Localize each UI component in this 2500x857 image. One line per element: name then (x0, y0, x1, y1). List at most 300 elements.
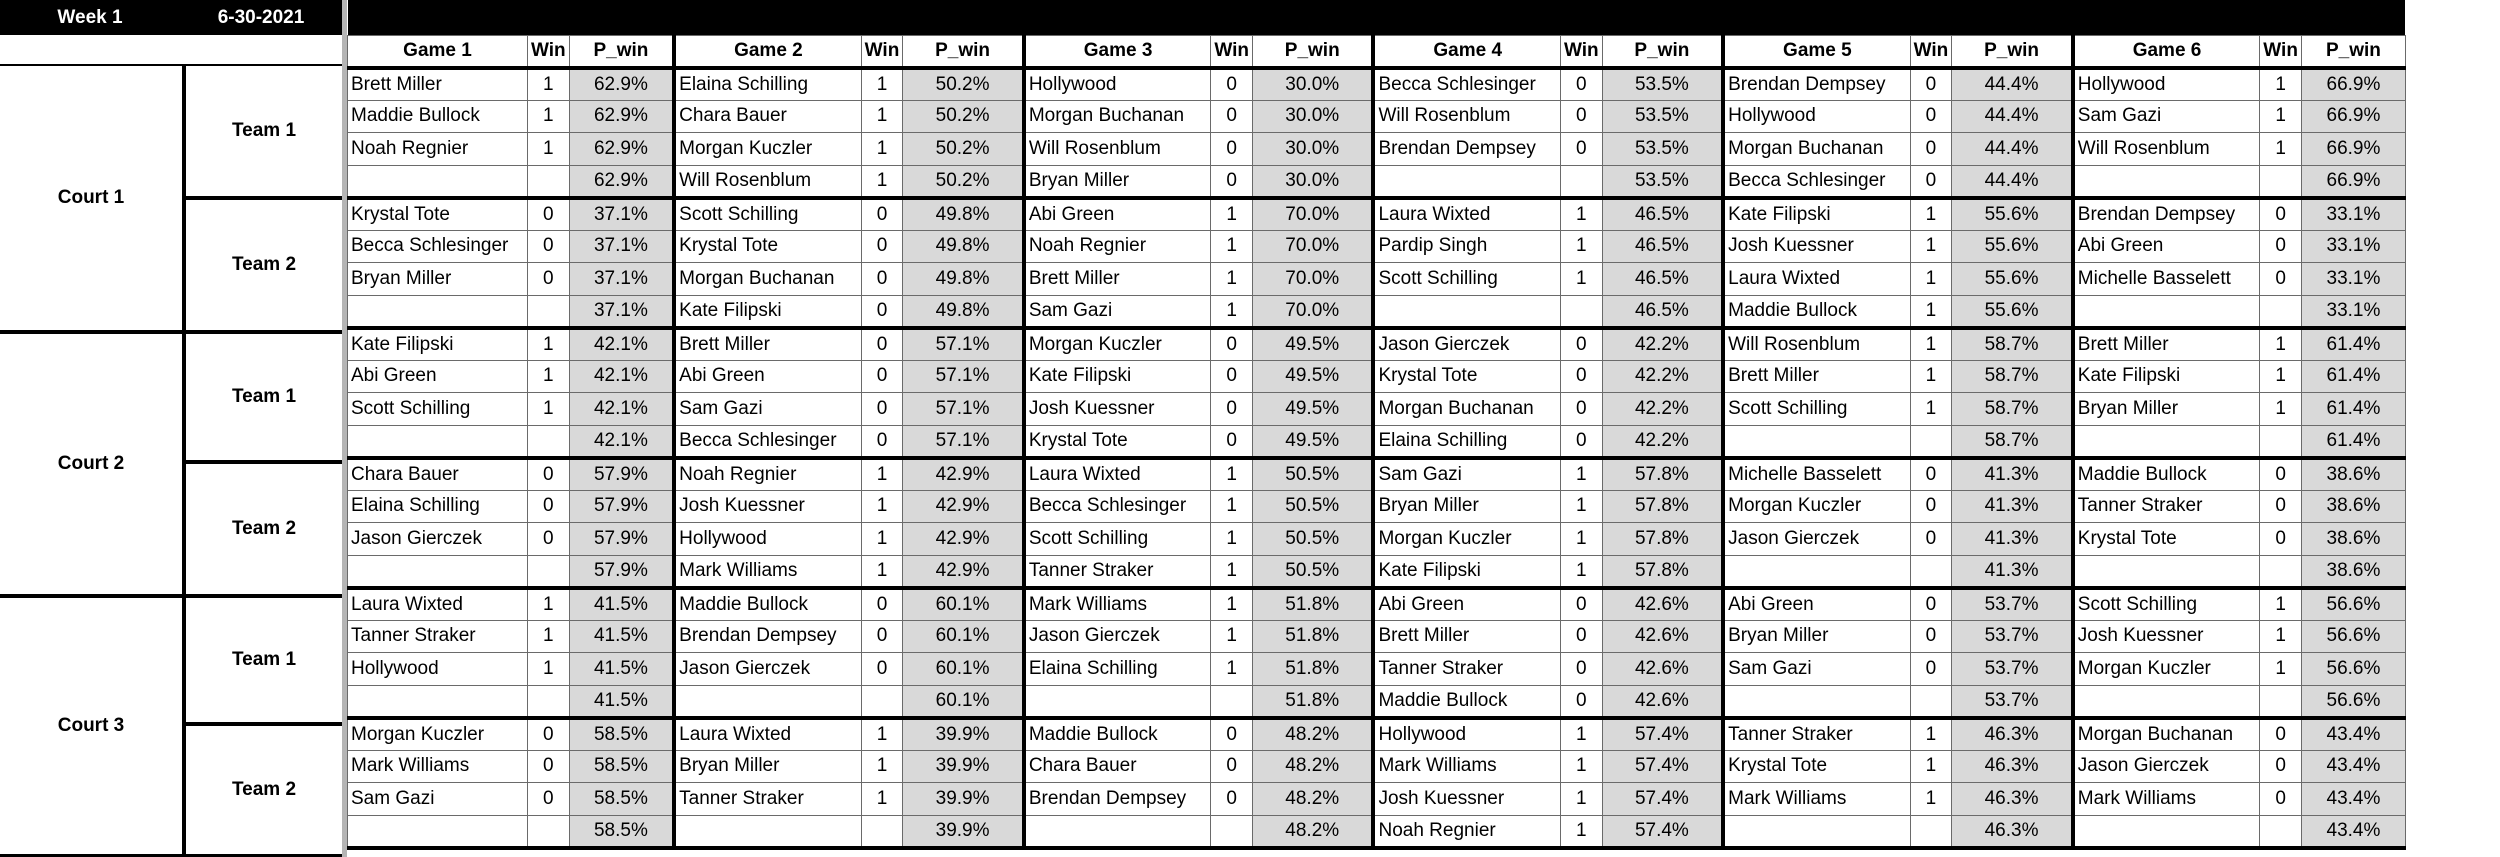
p-win-cell[interactable]: 61.4% (2301, 425, 2405, 458)
win-cell[interactable]: 0 (2260, 230, 2302, 263)
win-cell[interactable] (528, 295, 570, 328)
p-win-cell[interactable]: 41.3% (1952, 523, 2073, 556)
p-win-cell[interactable]: 41.5% (569, 685, 674, 718)
p-win-cell[interactable]: 48.2% (1252, 783, 1373, 816)
win-cell[interactable]: 0 (1910, 458, 1952, 491)
win-cell[interactable]: 0 (1560, 68, 1602, 101)
player-name-cell[interactable]: Hollywood (1024, 68, 1211, 101)
p-win-cell[interactable]: 41.3% (1952, 555, 2073, 588)
player-name-cell[interactable]: Abi Green (2073, 230, 2260, 263)
p-win-cell[interactable]: 70.0% (1252, 295, 1373, 328)
p-win-cell[interactable]: 38.6% (2301, 555, 2405, 588)
win-cell[interactable]: 1 (1910, 783, 1952, 816)
win-cell[interactable]: 0 (861, 425, 903, 458)
win-cell[interactable]: 0 (861, 230, 903, 263)
p-win-cell[interactable]: 43.4% (2301, 815, 2405, 848)
win-cell[interactable]: 1 (1211, 295, 1253, 328)
win-cell[interactable]: 1 (861, 555, 903, 588)
p-win-cell[interactable]: 57.8% (1602, 523, 1723, 556)
win-cell[interactable]: 0 (2260, 523, 2302, 556)
win-cell[interactable]: 0 (528, 198, 570, 231)
win-cell[interactable]: 1 (1910, 718, 1952, 751)
win-cell[interactable]: 1 (2260, 653, 2302, 686)
p-win-cell[interactable]: 46.3% (1952, 750, 2073, 783)
player-name-cell[interactable] (348, 815, 528, 848)
win-cell[interactable]: 1 (528, 588, 570, 621)
player-name-cell[interactable] (1373, 295, 1560, 328)
game-5-header[interactable]: Game 5 (1723, 35, 1910, 68)
player-name-cell[interactable] (2073, 685, 2260, 718)
player-name-cell[interactable] (2073, 815, 2260, 848)
p-win-header[interactable]: P_win (1252, 35, 1373, 68)
p-win-cell[interactable]: 39.9% (903, 750, 1024, 783)
win-cell[interactable]: 1 (1910, 328, 1952, 361)
player-name-cell[interactable]: Brett Miller (674, 328, 861, 361)
player-name-cell[interactable]: Hollywood (348, 653, 528, 686)
player-name-cell[interactable]: Bryan Miller (2073, 393, 2260, 426)
win-header[interactable]: Win (1910, 35, 1952, 68)
p-win-cell[interactable]: 55.6% (1952, 263, 2073, 296)
player-name-cell[interactable] (2073, 425, 2260, 458)
player-name-cell[interactable]: Brendan Dempsey (674, 620, 861, 653)
p-win-cell[interactable]: 42.1% (569, 425, 674, 458)
win-header[interactable]: Win (2260, 35, 2302, 68)
p-win-cell[interactable]: 57.9% (569, 555, 674, 588)
p-win-cell[interactable]: 37.1% (569, 295, 674, 328)
win-cell[interactable]: 0 (1211, 328, 1253, 361)
p-win-cell[interactable]: 66.9% (2301, 100, 2405, 133)
player-name-cell[interactable]: Laura Wixted (1024, 458, 1211, 491)
p-win-cell[interactable]: 51.8% (1252, 653, 1373, 686)
win-cell[interactable]: 0 (861, 653, 903, 686)
player-name-cell[interactable]: Scott Schilling (674, 198, 861, 231)
win-cell[interactable]: 0 (861, 393, 903, 426)
p-win-cell[interactable]: 57.1% (903, 393, 1024, 426)
p-win-cell[interactable]: 62.9% (569, 100, 674, 133)
player-name-cell[interactable]: Noah Regnier (1024, 230, 1211, 263)
p-win-cell[interactable]: 53.7% (1952, 620, 2073, 653)
p-win-cell[interactable]: 57.4% (1602, 815, 1723, 848)
p-win-cell[interactable]: 42.6% (1602, 685, 1723, 718)
player-name-cell[interactable] (1723, 815, 1910, 848)
player-name-cell[interactable]: Noah Regnier (1373, 815, 1560, 848)
player-name-cell[interactable]: Morgan Buchanan (674, 263, 861, 296)
player-name-cell[interactable]: Abi Green (348, 360, 528, 393)
win-cell[interactable] (528, 165, 570, 198)
p-win-cell[interactable]: 49.8% (903, 230, 1024, 263)
player-name-cell[interactable] (1723, 555, 1910, 588)
win-cell[interactable]: 1 (1211, 588, 1253, 621)
game-1-header[interactable]: Game 1 (348, 35, 528, 68)
p-win-cell[interactable]: 49.8% (903, 263, 1024, 296)
win-cell[interactable] (2260, 815, 2302, 848)
player-name-cell[interactable]: Will Rosenblum (1024, 133, 1211, 166)
win-cell[interactable]: 1 (1211, 555, 1253, 588)
player-name-cell[interactable]: Chara Bauer (674, 100, 861, 133)
p-win-cell[interactable]: 38.6% (2301, 458, 2405, 491)
player-name-cell[interactable] (2073, 295, 2260, 328)
win-cell[interactable]: 0 (1560, 328, 1602, 361)
win-cell[interactable]: 0 (1211, 783, 1253, 816)
player-name-cell[interactable]: Jason Gierczek (674, 653, 861, 686)
player-name-cell[interactable]: Krystal Tote (348, 198, 528, 231)
player-name-cell[interactable]: Tanner Straker (1024, 555, 1211, 588)
player-name-cell[interactable]: Hollywood (2073, 68, 2260, 101)
player-name-cell[interactable]: Maddie Bullock (348, 100, 528, 133)
win-cell[interactable] (861, 815, 903, 848)
win-cell[interactable]: 0 (861, 360, 903, 393)
p-win-cell[interactable]: 39.9% (903, 815, 1024, 848)
p-win-cell[interactable]: 48.2% (1252, 815, 1373, 848)
p-win-cell[interactable]: 41.3% (1952, 490, 2073, 523)
player-name-cell[interactable]: Jason Gierczek (1373, 328, 1560, 361)
p-win-cell[interactable]: 58.5% (569, 815, 674, 848)
p-win-header[interactable]: P_win (1952, 35, 2073, 68)
player-name-cell[interactable]: Kate Filipski (1373, 555, 1560, 588)
player-name-cell[interactable]: Sam Gazi (1723, 653, 1910, 686)
win-cell[interactable]: 1 (1910, 230, 1952, 263)
player-name-cell[interactable]: Morgan Kuczler (1723, 490, 1910, 523)
player-name-cell[interactable]: Maddie Bullock (1723, 295, 1910, 328)
player-name-cell[interactable]: Laura Wixted (1373, 198, 1560, 231)
p-win-cell[interactable]: 61.4% (2301, 360, 2405, 393)
p-win-cell[interactable]: 57.8% (1602, 555, 1723, 588)
win-cell[interactable]: 1 (1910, 263, 1952, 296)
player-name-cell[interactable] (1024, 815, 1211, 848)
p-win-cell[interactable]: 38.6% (2301, 490, 2405, 523)
p-win-cell[interactable]: 49.5% (1252, 360, 1373, 393)
win-cell[interactable]: 1 (1560, 718, 1602, 751)
p-win-cell[interactable]: 49.5% (1252, 328, 1373, 361)
win-cell[interactable]: 0 (528, 783, 570, 816)
win-cell[interactable]: 0 (1560, 620, 1602, 653)
game-4-header[interactable]: Game 4 (1373, 35, 1560, 68)
player-name-cell[interactable]: Bryan Miller (674, 750, 861, 783)
player-name-cell[interactable]: Krystal Tote (1723, 750, 1910, 783)
win-cell[interactable]: 0 (1211, 425, 1253, 458)
court-2-team-1-label[interactable]: Team 1 (186, 334, 342, 460)
player-name-cell[interactable] (1373, 165, 1560, 198)
p-win-cell[interactable]: 42.9% (903, 490, 1024, 523)
win-cell[interactable]: 0 (1910, 653, 1952, 686)
player-name-cell[interactable] (348, 555, 528, 588)
win-cell[interactable]: 1 (1560, 555, 1602, 588)
p-win-cell[interactable]: 30.0% (1252, 165, 1373, 198)
win-cell[interactable]: 0 (1910, 588, 1952, 621)
p-win-cell[interactable]: 57.1% (903, 360, 1024, 393)
p-win-cell[interactable]: 50.5% (1252, 490, 1373, 523)
player-name-cell[interactable]: Abi Green (1373, 588, 1560, 621)
player-name-cell[interactable]: Brendan Dempsey (2073, 198, 2260, 231)
player-name-cell[interactable]: Tanner Straker (1723, 718, 1910, 751)
player-name-cell[interactable]: Morgan Buchanan (1024, 100, 1211, 133)
win-cell[interactable] (1910, 555, 1952, 588)
player-name-cell[interactable]: Krystal Tote (2073, 523, 2260, 556)
win-cell[interactable]: 1 (528, 328, 570, 361)
p-win-cell[interactable]: 57.9% (569, 523, 674, 556)
p-win-cell[interactable]: 50.2% (903, 165, 1024, 198)
win-cell[interactable]: 1 (528, 653, 570, 686)
player-name-cell[interactable]: Becca Schlesinger (348, 230, 528, 263)
player-name-cell[interactable]: Abi Green (1024, 198, 1211, 231)
player-name-cell[interactable]: Becca Schlesinger (1024, 490, 1211, 523)
p-win-cell[interactable]: 53.5% (1602, 100, 1723, 133)
p-win-cell[interactable]: 41.3% (1952, 458, 2073, 491)
win-cell[interactable]: 1 (528, 620, 570, 653)
p-win-cell[interactable]: 51.8% (1252, 588, 1373, 621)
p-win-cell[interactable]: 44.4% (1952, 68, 2073, 101)
player-name-cell[interactable]: Jason Gierczek (1723, 523, 1910, 556)
p-win-cell[interactable]: 42.6% (1602, 653, 1723, 686)
win-cell[interactable]: 1 (2260, 328, 2302, 361)
win-cell[interactable]: 1 (861, 718, 903, 751)
p-win-cell[interactable]: 38.6% (2301, 523, 2405, 556)
player-name-cell[interactable]: Maddie Bullock (1373, 685, 1560, 718)
player-name-cell[interactable]: Bryan Miller (1024, 165, 1211, 198)
player-name-cell[interactable]: Will Rosenblum (674, 165, 861, 198)
p-win-cell[interactable]: 42.1% (569, 393, 674, 426)
p-win-cell[interactable]: 30.0% (1252, 68, 1373, 101)
p-win-cell[interactable]: 66.9% (2301, 68, 2405, 101)
win-cell[interactable]: 1 (1211, 620, 1253, 653)
p-win-cell[interactable]: 53.5% (1602, 165, 1723, 198)
player-name-cell[interactable] (348, 425, 528, 458)
p-win-cell[interactable]: 30.0% (1252, 100, 1373, 133)
win-cell[interactable]: 1 (1560, 458, 1602, 491)
p-win-cell[interactable]: 43.4% (2301, 783, 2405, 816)
win-cell[interactable]: 1 (1910, 295, 1952, 328)
player-name-cell[interactable]: Noah Regnier (348, 133, 528, 166)
player-name-cell[interactable]: Scott Schilling (348, 393, 528, 426)
p-win-header[interactable]: P_win (569, 35, 674, 68)
player-name-cell[interactable]: Kate Filipski (674, 295, 861, 328)
win-cell[interactable]: 1 (1910, 360, 1952, 393)
win-cell[interactable]: 1 (1910, 198, 1952, 231)
player-name-cell[interactable]: Michelle Basselett (1723, 458, 1910, 491)
player-name-cell[interactable]: Noah Regnier (674, 458, 861, 491)
player-name-cell[interactable]: Bryan Miller (348, 263, 528, 296)
win-cell[interactable]: 0 (528, 230, 570, 263)
win-cell[interactable]: 0 (1560, 685, 1602, 718)
win-cell[interactable]: 1 (528, 360, 570, 393)
player-name-cell[interactable]: Scott Schilling (1723, 393, 1910, 426)
player-name-cell[interactable] (1723, 685, 1910, 718)
p-win-cell[interactable]: 42.9% (903, 523, 1024, 556)
player-name-cell[interactable]: Brett Miller (2073, 328, 2260, 361)
player-name-cell[interactable]: Will Rosenblum (1373, 100, 1560, 133)
player-name-cell[interactable]: Morgan Kuczler (674, 133, 861, 166)
p-win-cell[interactable]: 46.5% (1602, 295, 1723, 328)
player-name-cell[interactable] (348, 165, 528, 198)
win-cell[interactable]: 0 (1910, 100, 1952, 133)
win-cell[interactable] (1910, 685, 1952, 718)
win-cell[interactable]: 1 (1560, 750, 1602, 783)
win-cell[interactable]: 1 (2260, 393, 2302, 426)
player-name-cell[interactable]: Hollywood (1373, 718, 1560, 751)
p-win-cell[interactable]: 55.6% (1952, 295, 2073, 328)
win-cell[interactable]: 0 (1211, 360, 1253, 393)
win-cell[interactable]: 1 (2260, 360, 2302, 393)
win-cell[interactable]: 0 (1211, 165, 1253, 198)
p-win-cell[interactable]: 57.9% (569, 490, 674, 523)
p-win-cell[interactable]: 33.1% (2301, 295, 2405, 328)
player-name-cell[interactable] (1024, 685, 1211, 718)
p-win-cell[interactable]: 39.9% (903, 783, 1024, 816)
p-win-cell[interactable]: 46.3% (1952, 718, 2073, 751)
p-win-cell[interactable]: 41.5% (569, 620, 674, 653)
player-name-cell[interactable] (1723, 425, 1910, 458)
win-header[interactable]: Win (528, 35, 570, 68)
p-win-cell[interactable]: 33.1% (2301, 263, 2405, 296)
p-win-cell[interactable]: 43.4% (2301, 750, 2405, 783)
win-cell[interactable]: 0 (861, 588, 903, 621)
player-name-cell[interactable] (674, 815, 861, 848)
win-cell[interactable]: 1 (1560, 263, 1602, 296)
player-name-cell[interactable]: Mark Williams (1723, 783, 1910, 816)
win-cell[interactable]: 0 (1560, 425, 1602, 458)
p-win-cell[interactable]: 51.8% (1252, 685, 1373, 718)
court-1-team-2-label[interactable]: Team 2 (186, 200, 342, 330)
win-cell[interactable]: 0 (861, 295, 903, 328)
win-cell[interactable]: 0 (1910, 133, 1952, 166)
court-3-team-1-label[interactable]: Team 1 (186, 598, 342, 722)
p-win-header[interactable]: P_win (2301, 35, 2405, 68)
player-name-cell[interactable]: Josh Kuessner (2073, 620, 2260, 653)
player-name-cell[interactable]: Brendan Dempsey (1373, 133, 1560, 166)
p-win-cell[interactable]: 53.7% (1952, 653, 2073, 686)
win-cell[interactable] (1910, 815, 1952, 848)
win-cell[interactable]: 1 (2260, 620, 2302, 653)
win-cell[interactable]: 0 (1560, 100, 1602, 133)
p-win-cell[interactable]: 42.1% (569, 360, 674, 393)
win-cell[interactable]: 0 (2260, 718, 2302, 751)
win-cell[interactable]: 0 (2260, 783, 2302, 816)
win-cell[interactable] (861, 685, 903, 718)
win-cell[interactable]: 1 (861, 523, 903, 556)
p-win-cell[interactable]: 56.6% (2301, 653, 2405, 686)
p-win-cell[interactable]: 33.1% (2301, 230, 2405, 263)
p-win-cell[interactable]: 30.0% (1252, 133, 1373, 166)
player-name-cell[interactable] (2073, 165, 2260, 198)
win-cell[interactable]: 0 (1560, 393, 1602, 426)
player-name-cell[interactable]: Jason Gierczek (348, 523, 528, 556)
player-name-cell[interactable]: Chara Bauer (1024, 750, 1211, 783)
court-3-label[interactable]: Court 3 (0, 598, 182, 854)
court-3-team-2-label[interactable]: Team 2 (186, 726, 342, 854)
p-win-cell[interactable]: 58.7% (1952, 425, 2073, 458)
p-win-cell[interactable]: 57.1% (903, 425, 1024, 458)
player-name-cell[interactable]: Pardip Singh (1373, 230, 1560, 263)
player-name-cell[interactable]: Becca Schlesinger (674, 425, 861, 458)
p-win-cell[interactable]: 55.6% (1952, 198, 2073, 231)
p-win-cell[interactable]: 62.9% (569, 133, 674, 166)
p-win-cell[interactable]: 49.5% (1252, 425, 1373, 458)
p-win-cell[interactable]: 70.0% (1252, 198, 1373, 231)
win-cell[interactable]: 0 (861, 263, 903, 296)
player-name-cell[interactable]: Sam Gazi (674, 393, 861, 426)
player-name-cell[interactable]: Elaina Schilling (1373, 425, 1560, 458)
win-cell[interactable]: 1 (528, 133, 570, 166)
win-cell[interactable]: 1 (1560, 490, 1602, 523)
p-win-cell[interactable]: 61.4% (2301, 393, 2405, 426)
player-name-cell[interactable]: Brendan Dempsey (1723, 68, 1910, 101)
win-cell[interactable]: 1 (1560, 783, 1602, 816)
win-cell[interactable]: 0 (528, 263, 570, 296)
p-win-cell[interactable]: 57.4% (1602, 783, 1723, 816)
player-name-cell[interactable]: Tanner Straker (2073, 490, 2260, 523)
player-name-cell[interactable]: Brett Miller (1024, 263, 1211, 296)
week-label[interactable]: Week 1 (0, 0, 180, 35)
win-cell[interactable] (528, 685, 570, 718)
win-cell[interactable]: 0 (861, 620, 903, 653)
win-cell[interactable]: 1 (1560, 523, 1602, 556)
win-cell[interactable]: 0 (528, 750, 570, 783)
p-win-cell[interactable]: 50.2% (903, 68, 1024, 101)
win-cell[interactable]: 0 (1910, 68, 1952, 101)
player-name-cell[interactable]: Brendan Dempsey (1024, 783, 1211, 816)
player-name-cell[interactable]: Chara Bauer (348, 458, 528, 491)
win-cell[interactable]: 0 (1910, 165, 1952, 198)
win-cell[interactable]: 0 (1560, 360, 1602, 393)
p-win-cell[interactable]: 56.6% (2301, 685, 2405, 718)
player-name-cell[interactable]: Sam Gazi (1373, 458, 1560, 491)
win-cell[interactable]: 1 (1211, 490, 1253, 523)
win-cell[interactable] (528, 815, 570, 848)
p-win-cell[interactable]: 66.9% (2301, 165, 2405, 198)
player-name-cell[interactable]: Maddie Bullock (2073, 458, 2260, 491)
p-win-cell[interactable]: 55.6% (1952, 230, 2073, 263)
p-win-cell[interactable]: 50.5% (1252, 555, 1373, 588)
win-cell[interactable]: 0 (1211, 750, 1253, 783)
p-win-cell[interactable]: 53.5% (1602, 133, 1723, 166)
player-name-cell[interactable]: Maddie Bullock (1024, 718, 1211, 751)
player-name-cell[interactable]: Elaina Schilling (348, 490, 528, 523)
p-win-cell[interactable]: 53.5% (1602, 68, 1723, 101)
player-name-cell[interactable]: Laura Wixted (1723, 263, 1910, 296)
p-win-cell[interactable]: 46.5% (1602, 230, 1723, 263)
win-cell[interactable] (1211, 815, 1253, 848)
player-name-cell[interactable] (2073, 555, 2260, 588)
player-name-cell[interactable]: Tanner Straker (348, 620, 528, 653)
win-cell[interactable]: 1 (528, 100, 570, 133)
p-win-cell[interactable]: 58.5% (569, 718, 674, 751)
p-win-cell[interactable]: 49.8% (903, 198, 1024, 231)
player-name-cell[interactable]: Bryan Miller (1723, 620, 1910, 653)
player-name-cell[interactable]: Abi Green (674, 360, 861, 393)
p-win-cell[interactable]: 33.1% (2301, 198, 2405, 231)
p-win-cell[interactable]: 42.1% (569, 328, 674, 361)
p-win-cell[interactable]: 41.5% (569, 653, 674, 686)
player-name-cell[interactable]: Krystal Tote (1024, 425, 1211, 458)
win-cell[interactable]: 1 (1560, 230, 1602, 263)
win-cell[interactable]: 1 (1211, 230, 1253, 263)
win-header[interactable]: Win (861, 35, 903, 68)
player-name-cell[interactable]: Brett Miller (348, 68, 528, 101)
p-win-cell[interactable]: 62.9% (569, 68, 674, 101)
win-cell[interactable] (1560, 165, 1602, 198)
p-win-cell[interactable]: 42.6% (1602, 588, 1723, 621)
win-cell[interactable] (2260, 295, 2302, 328)
win-cell[interactable] (1211, 685, 1253, 718)
win-cell[interactable]: 1 (861, 165, 903, 198)
p-win-header[interactable]: P_win (903, 35, 1024, 68)
win-cell[interactable]: 1 (1211, 523, 1253, 556)
win-cell[interactable]: 1 (1910, 393, 1952, 426)
win-cell[interactable]: 0 (528, 490, 570, 523)
win-cell[interactable]: 0 (2260, 750, 2302, 783)
player-name-cell[interactable]: Kate Filipski (1024, 360, 1211, 393)
player-name-cell[interactable]: Will Rosenblum (1723, 328, 1910, 361)
